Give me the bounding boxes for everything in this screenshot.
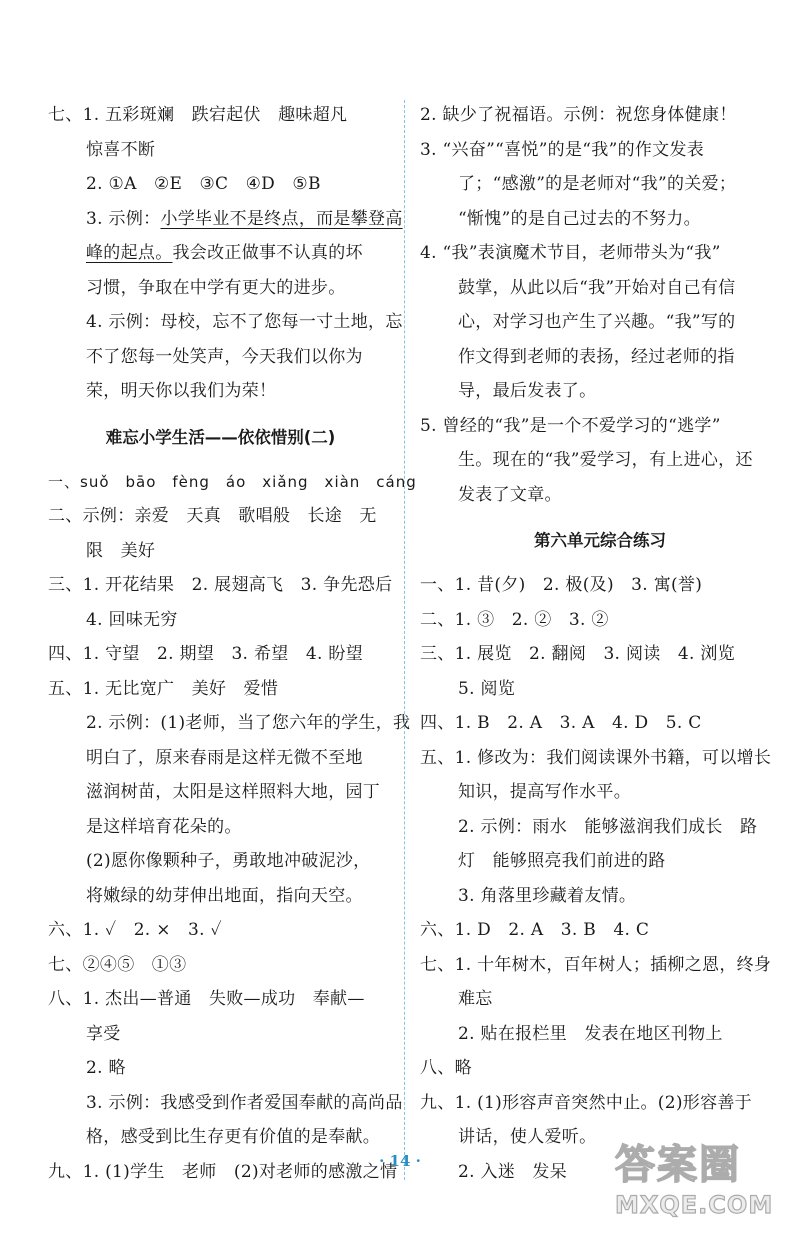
- answer-line: 六、1. ✓ 2. × 3. ✓: [48, 920, 222, 940]
- answer-line: 发表了文章。: [458, 484, 562, 505]
- answer-line: 了；“感激”的是老师对“我”的关爱；: [458, 174, 737, 194]
- answer-line: 3. 角落里珍藏着友情。: [458, 885, 637, 906]
- answer-line: 2. 贴在报栏里 发表在地区刊物上: [458, 1023, 723, 1044]
- answer-line: 鼓掌，从此以后“我”开始对自己有信: [458, 277, 736, 298]
- answer-line: 享受: [86, 1023, 121, 1044]
- answer-line: 将嫩绿的幼芽伸出地面，指向天空。: [86, 885, 363, 906]
- answer-line: 心，对学习也产生了兴趣。“我”写的: [458, 312, 736, 332]
- section-heading: 第六单元综合练习: [534, 531, 666, 550]
- page-number: · 14 ·: [379, 1152, 421, 1170]
- underlined-text: 峰的起点。: [86, 243, 173, 263]
- answer-line: 二、1. ③ 2. ② 3. ②: [420, 609, 609, 630]
- answer-line: 八、1. 杰出—普通 失败—成功 奉献—: [48, 989, 365, 1009]
- answer-line: 一、1. 昔(夕) 2. 极(及) 3. 寓(誉): [420, 575, 703, 595]
- section-heading: 难忘小学生活——依依惜别(二): [105, 427, 336, 447]
- answer-line: 八、略: [420, 1058, 472, 1078]
- pinyin-line: 一、suǒ bāo fèng áo xiǎng xiàn cáng: [48, 472, 417, 491]
- answer-line: 惊喜不断: [86, 139, 156, 160]
- answer-line: 3. 示例：我感受到作者爱国奉献的高尚品: [86, 1092, 403, 1113]
- watermark-logo: 答案圈: [615, 1142, 741, 1188]
- answer-line: 2. 入迷 发呆: [458, 1161, 568, 1182]
- answer-line: 是这样培育花朵的。: [86, 816, 242, 837]
- answer-line: 2. 示例：(1)老师，当了您六年的学生，我: [86, 713, 411, 733]
- answer-line: 5. 曾经的“我”是一个不爱学习的“逃学”: [420, 415, 721, 436]
- answer-line: 七、1. 五彩斑斓 跌宕起伏 趣味超凡: [48, 105, 348, 125]
- answer-line: 九、1. (1)形容声音突然中止。(2)形容善于: [420, 1092, 752, 1113]
- answer-line: 四、1. B 2. A 3. A 4. D 5. C: [420, 713, 702, 733]
- answer-line: 七、②④⑤ ①③: [48, 954, 187, 975]
- answer-line: 五、1. 修改为：我们阅读课外书籍，可以增长: [420, 747, 772, 768]
- column-divider: [404, 100, 405, 1180]
- answer-line: 生。现在的“我”爱学习，有上进心，还: [458, 450, 753, 470]
- watermark-site: MXQE.COM: [615, 1191, 774, 1219]
- answer-line: 4. 示例：母校，忘不了您每一寸土地，忘: [86, 312, 403, 332]
- answer-line: 2. 略: [86, 1058, 126, 1078]
- underlined-text: 小学毕业不是终点，而是攀登高: [160, 208, 403, 229]
- answer-line: 作文得到老师的表扬，经过老师的指: [458, 346, 735, 367]
- answer-line: 六、1. D 2. A 3. B 4. C: [420, 920, 650, 940]
- answer-line: 三、1. 开花结果 2. 展翅高飞 3. 争先恐后: [48, 575, 393, 595]
- answer-line: 2. 缺少了祝福语。示例：祝您身体健康！: [420, 105, 737, 125]
- answer-line: 明白了，原来春雨是这样无微不至地: [86, 747, 363, 768]
- answer-line: 三、1. 展览 2. 翻阅 3. 阅读 4. 浏览: [420, 644, 735, 664]
- answer-line: 格，感受到比生存更有价值的是奉献。: [86, 1127, 381, 1147]
- answer-line: 荣，明天你以我们为荣！: [86, 381, 277, 401]
- answer-line: 九、1. (1)学生 老师 (2)对老师的感激之情: [48, 1161, 398, 1182]
- answer-line: 2. ①A ②E ③C ④D ⑤B: [86, 174, 321, 194]
- answer-line: 限 美好: [86, 540, 156, 561]
- answer-line: 5. 阅览: [458, 678, 516, 699]
- answer-line: 不了您每一处笑声，今天我们以你为: [86, 346, 363, 367]
- answer-line: 二、示例：亲爱 天真 歌唱般 长途 无: [48, 506, 377, 526]
- answer-line: 七、1. 十年树木，百年树人；插柳之恩，终身: [420, 954, 772, 975]
- answer-line: 3. “兴奋”“喜悦”的是“我”的作文发表: [420, 139, 705, 160]
- answer-line: 习惯，争取在中学有更大的进步。: [86, 277, 346, 298]
- answer-line: 滋润树苗，太阳是这样照料大地，园丁: [86, 782, 381, 802]
- answer-line: 4. 回味无穷: [86, 609, 178, 630]
- answer-line: 五、1. 无比宽广 美好 爱惜: [48, 678, 279, 699]
- right-column: [420, 98, 780, 1189]
- answer-line: 峰的起点。我会改正做事不认真的坏: [86, 243, 363, 263]
- answer-line: 难忘: [458, 989, 493, 1009]
- answer-line: (2)愿你像颗种子，勇敢地冲破泥沙，: [86, 851, 371, 871]
- answer-line: 讲话，使人爱听。: [458, 1127, 597, 1147]
- answer-line: 知识，提高写作水平。: [458, 782, 631, 802]
- answer-line: 2. 示例：雨水 能够滋润我们成长 路: [458, 816, 758, 837]
- watermark: [615, 1140, 780, 1232]
- answer-line: 灯 能够照亮我们前进的路: [458, 851, 666, 871]
- answer-line: “惭愧”的是自己过去的不努力。: [458, 208, 701, 229]
- answer-line: 3. 示例：小学毕业不是终点，而是攀登高: [86, 208, 403, 229]
- answer-line: 4. “我”表演魔术节目，老师带头为“我”: [420, 243, 721, 263]
- answer-line: 四、1. 守望 2. 期望 3. 希望 4. 盼望: [48, 644, 363, 664]
- answer-line: 导，最后发表了。: [458, 381, 597, 401]
